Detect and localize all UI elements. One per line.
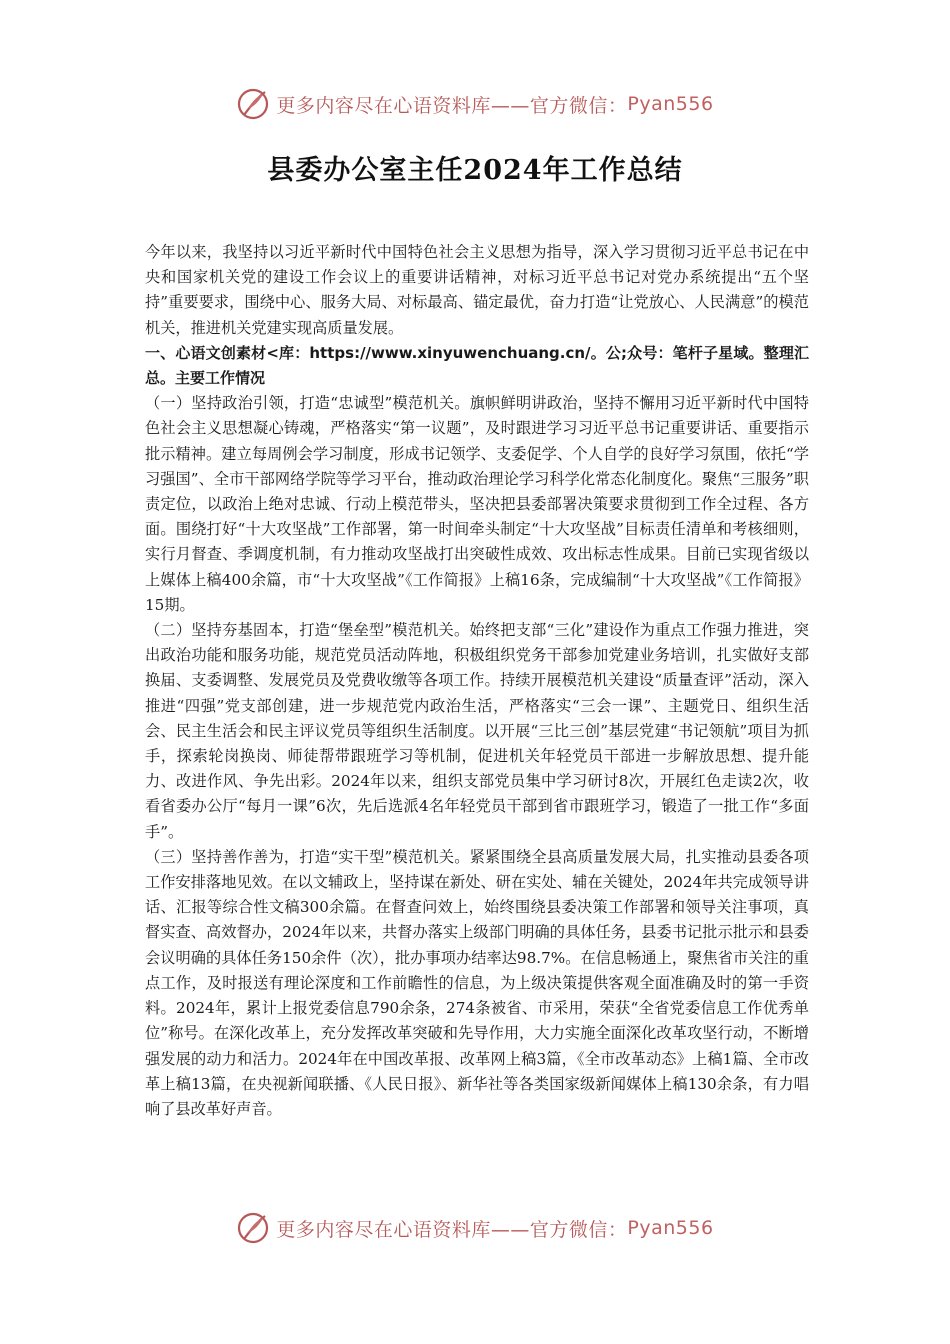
quill-logo-icon bbox=[236, 87, 270, 121]
banner-text: 更多内容尽在心语资料库——官方微信： bbox=[276, 94, 628, 117]
top-banner bbox=[0, 84, 950, 124]
banner-wechat-id: Pyan556 bbox=[627, 1217, 714, 1239]
banner-text: 更多内容尽在心语资料库——官方微信： bbox=[276, 1218, 628, 1241]
section-heading: 一、心语文创素材<库：https://www.xinyuwenchuang.cn/。公;众号：笔杆子星域。整理汇总。主要工作情况 bbox=[145, 343, 809, 388]
body-paragraph-1: （一）坚持政治引领，打造“忠诚型”模范机关。旗帜鲜明讲政治，坚持不懈用习近平新时代中国特色社会主义思想凝心铸魂，严格落实“第一议题”，及时跟进学习习近平总书记重要讲话、重要指示批示精神。建立每周例会学习制度，形成书记领学、支委促学、个人自学的良好学习氛围，依托“学习强国”、全市干部网络学院等学习平台，推动政治理论学习科学化常态化制度化。聚焦“三服务”职责定位，以政治上绝对忠诚、行动上模范带头，坚决把县委部署决策要求贯彻到工作全过程、各方面。围绕打好“十大攻坚战”工作部署，第一时间牵头制定“十大攻坚战”目标责任清单和考核细则，实行月督查、季调度机制，有力推动攻坚战打出突破性成效、攻出标志性成果。目前已实现省级以上媒体上稿400余篇，市“十大攻坚战”《工作简报》上稿16条，完成编制“十大攻坚战”《工作简报》15期。 bbox=[145, 394, 809, 614]
intro-paragraph: 今年以来，我坚持以习近平新时代中国特色社会主义思想为指导，深入学习贯彻习近平总书记在中央和国家机关党的建设工作会议上的重要讲话精神，对标习近平总书记对党办系统提出“五个坚持”重要要求，围绕中心、服务大局、对标最高、锚定最优，奋力打造“让党放心、人民满意”的模范机关，推进机关党建实现高质量发展。 bbox=[145, 243, 809, 337]
quill-logo-icon bbox=[236, 1211, 270, 1245]
document-body bbox=[145, 240, 809, 1122]
bottom-banner bbox=[0, 1208, 950, 1248]
body-paragraph-3: （三）坚持善作善为，打造“实干型”模范机关。紧紧围绕全县高质量发展大局，扎实推动县委各项工作安排落地见效。在以文辅政上，坚持谋在新处、研在实处、辅在关键处，2024年共完成领导讲话、汇报等综合性文稿300余篇。在督查问效上，始终围绕县委决策工作部署和领导关注事项，真督实查、高效督办，2024年以来，共督办落实上级部门明确的具体任务，县委书记批示批示和县委会议明确的具体任务150余件（次），批办事项办结率达98.7%。在信息畅通上，聚焦省市关注的重点工作，及时报送有理论深度和工作前瞻性的信息，为上级决策提供客观全面准确及时的第一手资料。2024年，累计上报党委信息790余条，274条被省、市采用，荣获“全省党委信息工作优秀单位”称号。在深化改革上，充分发挥改革突破和先导作用，大力实施全面深化改革攻坚行动，不断增强发展的动力和活力。2024年在中国改革报、改革网上稿3篇，《全市改革动态》上稿1篇、全市改革上稿13篇，在央视新闻联播、《人民日报》、新华社等各类国家级新闻媒体上稿130余条，有力唱响了县改革好声音。 bbox=[145, 847, 809, 1118]
page-title: 县委办公室主任2024年工作总结 bbox=[267, 155, 683, 186]
body-paragraph-2: （二）坚持夯基固本，打造“堡垒型”模范机关。始终把支部“三化”建设作为重点工作强力推进，突出政治功能和服务功能，规范党员活动阵地，积极组织党务干部参加党建业务培训，扎实做好支部换届、支委调整、发展党员及党费收缴等各项工作。持续开展模范机关建设“质量查评”活动，深入推进“四强”党支部创建，进一步规范党内政治生活，严格落实“三会一课”、主题党日、组织生活会、民主生活会和民主评议党员等组织生活制度。以开展“三比三创”基层党建“书记领航”项目为抓手，探索轮岗换岗、师徒帮带跟班学习等机制，促进机关年轻党员干部进一步解放思想、提升能力、改进作风、争先出彩。2024年以来，组织支部党员集中学习研讨8次，开展红色走读2次，收看省委办公厅“每月一课”6次，先后选派4名年轻党员干部到省市跟班学习，锻造了一批工作“多面手”。 bbox=[145, 621, 809, 841]
banner-wechat-id: Pyan556 bbox=[627, 93, 714, 115]
